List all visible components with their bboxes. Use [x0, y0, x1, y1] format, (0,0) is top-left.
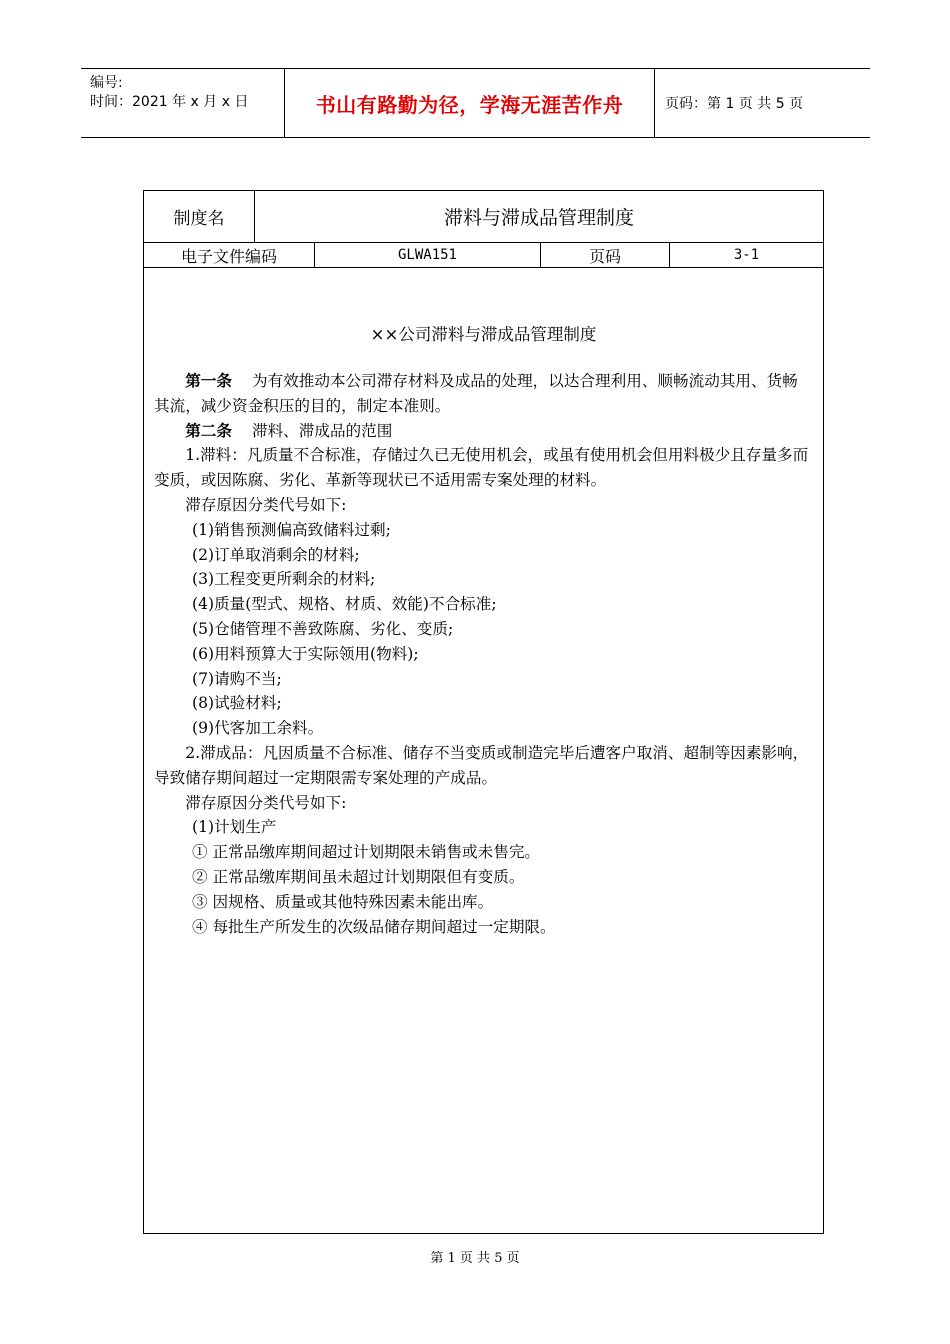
page-footer: 第 1 页 共 5 页	[430, 1251, 520, 1266]
regulation-name-value: 滞料与滞成品管理制度	[443, 207, 634, 229]
form-name-row	[144, 191, 823, 243]
article-1	[154, 369, 809, 419]
file-code-value: GLWA151	[315, 243, 541, 267]
list-item: (5)仓储管理不善致陈腐、劣化、变质;	[192, 619, 454, 638]
list-item: (4)质量(型式、规格、材质、效能)不合标准;	[192, 595, 497, 614]
section-1: 1.滞料：凡质量不合标准，存储过久已无使用机会，或虽有使用机会但用料极少且存量多而变质，或因陈腐、劣化、革新等现状已不适用需专案处理的材料。	[154, 446, 809, 490]
list-item: (7)请购不当;	[192, 669, 282, 688]
time-label: 时间：2021 年 x 月 x 日	[90, 94, 249, 110]
article-2-text: 滞料、滞成品的范围	[251, 421, 393, 440]
header-motto: 书山有路勤为径，学海无涯苦作舟	[285, 69, 655, 137]
article-1-heading: 第一条	[185, 372, 232, 390]
document-title: ××公司滞料与滞成品管理制度	[370, 325, 597, 344]
list-item: (8)试验材料;	[192, 694, 282, 713]
page-label: 页码	[541, 243, 670, 267]
article-1-text: 为有效推动本公司滞存材料及成品的处理，以达合理利用、顺畅流动其用、货畅其流，减少资金积压的目的，制定本准则。	[154, 372, 798, 415]
header-page-info: 页码：第 1 页 共 5 页	[665, 96, 804, 112]
list-item: (1)销售预测偏高致储料过剩;	[192, 520, 391, 539]
list-item: ③ 因规格、质量或其他特殊因素未能出库。	[192, 892, 494, 911]
document-body	[154, 369, 809, 939]
list-item: ② 正常品缴库期间虽未超过计划期限但有变质。	[192, 867, 525, 886]
list-item: ④ 每批生产所发生的次级品储存期间超过一定期限。	[192, 917, 556, 936]
section-2-subheading: (1)计划生产	[192, 818, 277, 837]
section-2-codes: 滞存原因分类代号如下:	[185, 793, 347, 812]
article-2-heading: 第二条	[185, 421, 232, 440]
list-item: (9)代客加工余料。	[192, 719, 324, 738]
list-item: (2)订单取消剩余的材料;	[192, 545, 360, 564]
list-item: (3)工程变更所剩余的材料;	[192, 570, 376, 589]
list-item: (6)用料预算大于实际领用(物料);	[192, 644, 419, 663]
list-item: ① 正常品缴库期间超过计划期限未销售或未售完。	[192, 843, 541, 862]
number-label: 编号:	[90, 75, 123, 91]
regulation-name-label: 制度名	[144, 191, 255, 242]
page-value: 3-1	[733, 247, 760, 263]
file-code-label: 电子文件编码	[144, 243, 315, 267]
regulation-form	[143, 190, 824, 1234]
form-code-row	[144, 243, 823, 268]
section-2: 2.滞成品：凡因质量不合标准、储存不当变质或制造完毕后遭客户取消、超制等因素影响，导致储存期间超过一定期限需专案处理的产成品。	[154, 743, 809, 787]
header-meta	[81, 69, 285, 137]
page-header	[81, 68, 870, 138]
section-1-codes: 滞存原因分类代号如下:	[185, 495, 347, 514]
article-2	[154, 419, 809, 444]
